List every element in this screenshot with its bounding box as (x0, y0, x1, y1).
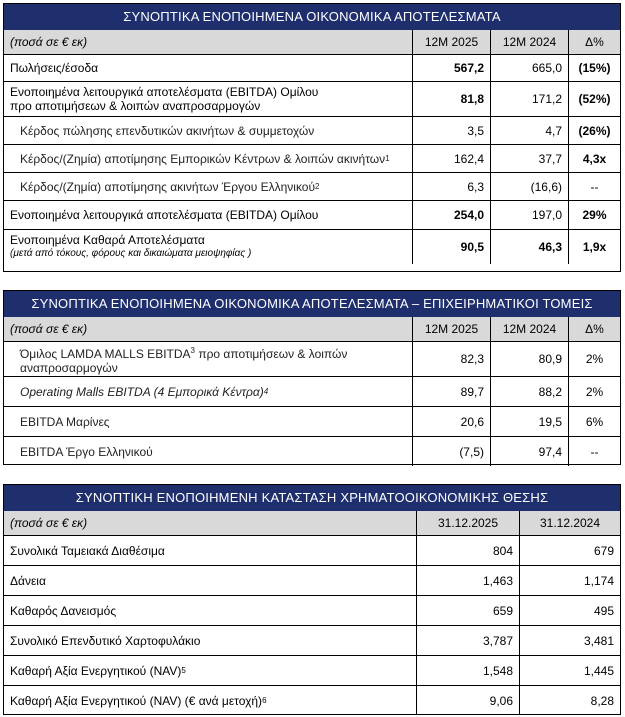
cell-value: (16,6) (490, 173, 568, 200)
cell-change: 6% (568, 407, 620, 436)
footnote-mark: 4 (263, 387, 269, 396)
cell-value: 8,28 (519, 686, 620, 715)
header-col: Δ% (568, 30, 620, 54)
table-row (4, 230, 620, 264)
row-label: Συνολικά Ταμειακά Διαθέσιμα (10, 543, 165, 558)
table-header (4, 317, 620, 342)
cell-value: 37,7 (490, 145, 568, 172)
row-label (4, 377, 412, 406)
header-col: 12M 2024 (490, 317, 568, 341)
footnote-mark: 6 (262, 696, 267, 705)
table-row (4, 342, 620, 377)
row-label (4, 342, 412, 376)
row-label-text: Καθαρή Αξία Ενεργητικού (NAV) (€ ανά μετοχή) (10, 693, 263, 708)
cell-change: -- (568, 437, 620, 466)
row-label-line: Ενοποιημένα λειτουργικά αποτελέσματα (EBITDA) Ομίλου (10, 85, 319, 99)
header-label: (ποσά σε € εκ) (10, 35, 88, 49)
cell-value: 9,06 (416, 686, 519, 715)
cell-change: (26%) (568, 117, 620, 144)
row-label-text: Κέρδος/(Ζημία) αποτίμησης Εμπορικών Κέντρων & λοιπών ακινήτων (20, 151, 386, 166)
table-row (4, 82, 620, 117)
table-row (4, 596, 620, 626)
cell-value: 1,445 (519, 656, 620, 685)
cell-value: 6,3 (412, 173, 490, 200)
cell-value: 804 (416, 536, 519, 565)
cell-change: 2% (568, 342, 620, 376)
header-label: (ποσά σε € εκ) (10, 516, 88, 530)
cell-change: 2% (568, 377, 620, 406)
results-table (3, 3, 621, 272)
cell-change: (15%) (568, 55, 620, 81)
cell-value: 4,7 (490, 117, 568, 144)
cell-change: 1,9x (568, 230, 620, 264)
row-label: EBITDA Μαρίνες (20, 414, 110, 429)
table-title: ΣΥΝΟΠΤΙΚΑ ΕΝΟΠΟΙΗΜΕΝΑ ΟΙΚΟΝΟΜΙΚΑ ΑΠΟΤΕΛΕΣΜΑΤΑ (4, 4, 620, 30)
table-row (4, 173, 620, 201)
cell-value: 1,463 (416, 566, 519, 595)
row-label-text: προ αποτιμήσεων & λοιπών (194, 346, 348, 361)
table-row (4, 686, 620, 715)
table-row (4, 377, 620, 407)
header-col: 31.12.2024 (519, 511, 620, 535)
header-col: Δ% (568, 317, 620, 341)
cell-value: 88,2 (490, 377, 568, 406)
row-label (4, 173, 412, 200)
row-label: Δάνεια (10, 573, 46, 588)
header-col: 31.12.2025 (416, 511, 519, 535)
cell-value: 171,2 (490, 82, 568, 116)
cell-value: 1,548 (416, 656, 519, 685)
cell-value: 80,9 (490, 342, 568, 376)
cell-change: 4,3x (568, 145, 620, 172)
cell-value: (7,5) (412, 437, 490, 466)
cell-value: 1,174 (519, 566, 620, 595)
cell-value: 82,3 (412, 342, 490, 376)
footnote-mark: 5 (181, 666, 186, 675)
row-label-line (20, 344, 347, 361)
cell-change: (52%) (568, 82, 620, 116)
table-header (4, 30, 620, 55)
cell-value: 90,5 (412, 230, 490, 264)
cell-value: 567,2 (412, 55, 490, 81)
financial-position-table (3, 484, 621, 715)
table-title: ΣΥΝΟΠΤΙΚΑ ΕΝΟΠΟΙΗΜΕΝΑ ΟΙΚΟΝΟΜΙΚΑ ΑΠΟΤΕΛΕΣΜΑΤΑ – ΕΠΙΧΕΙΡΗΜΑΤΙΚΟΙ ΤΟΜΕΙΣ (4, 291, 620, 317)
cell-value: 46,3 (490, 230, 568, 264)
cell-value: 3,5 (412, 117, 490, 144)
segments-table (3, 290, 621, 465)
row-label: Πωλήσεις/έσοδα (10, 61, 99, 75)
table-row (4, 55, 620, 82)
table-row (4, 626, 620, 656)
row-label-line: προ αποτιμήσεων & λοιπών αναπροσαρμογών (10, 99, 261, 113)
header-col: 12M 2025 (412, 317, 490, 341)
cell-value: 3,787 (416, 626, 519, 655)
table-row (4, 407, 620, 437)
row-label (4, 656, 416, 685)
row-label (4, 82, 412, 116)
header-label: (ποσά σε € εκ) (10, 322, 88, 336)
table-row (4, 117, 620, 145)
row-label: Καθαρός Δανεισμός (10, 603, 117, 618)
table-row (4, 536, 620, 566)
row-label: Κέρδος πώλησης επενδυτικών ακινήτων & συμμετοχών (20, 123, 315, 138)
cell-value: 495 (519, 596, 620, 625)
cell-value: 97,4 (490, 437, 568, 466)
row-label-text: Όμιλος LAMDA MALLS EBITDA (20, 346, 191, 361)
footnote-mark: 3 (190, 345, 195, 355)
cell-value: 3,481 (519, 626, 620, 655)
cell-change: 29% (568, 201, 620, 229)
table-title: ΣΥΝΟΠΤΙΚΗ ΕΝΟΠΟΙΗΜΕΝΗ ΚΑΤΑΣΤΑΣΗ ΧΡΗΜΑΤΟΟΙΚΟΝΟΜΙΚΗΣ ΘΕΣΗΣ (4, 485, 620, 511)
row-label (4, 145, 412, 172)
cell-value: 89,7 (412, 377, 490, 406)
row-label-text: Operating Malls EBITDA (4 Εμπορικά Κέντρα) (20, 384, 264, 399)
row-label (4, 230, 412, 264)
table-row (4, 145, 620, 173)
table-row (4, 201, 620, 230)
row-label-text: Κέρδος/(Ζημία) αποτίμησης ακινήτων Έργου Ελληνικού (20, 179, 316, 194)
cell-change: -- (568, 173, 620, 200)
row-label-line: αναπροσαρμογών (20, 360, 118, 375)
footnote-mark: 2 (315, 182, 320, 191)
row-label: EBITDA Έργο Ελληνικού (20, 444, 153, 459)
row-label-line: Ενοποιημένα Καθαρά Αποτελέσματα (10, 233, 205, 247)
cell-value: 659 (416, 596, 519, 625)
header-col: 12M 2025 (412, 30, 490, 54)
table-row (4, 437, 620, 466)
row-label: Συνολικό Επενδυτικό Χαρτοφυλάκιο (10, 633, 201, 648)
table-row (4, 656, 620, 686)
row-label-text: Καθαρή Αξία Ενεργητικού (NAV) (10, 663, 182, 678)
header-col: 12M 2024 (490, 30, 568, 54)
cell-value: 197,0 (490, 201, 568, 229)
row-label: Ενοποιημένα λειτουργικά αποτελέσματα (EBITDA) Ομίλου (10, 208, 319, 222)
table-header (4, 511, 620, 536)
cell-value: 679 (519, 536, 620, 565)
cell-value: 162,4 (412, 145, 490, 172)
row-label (4, 686, 416, 715)
cell-value: 20,6 (412, 407, 490, 436)
row-label-note: (μετά από τόκους, φόρους και δικαιώματα μειοψηφίας ) (10, 248, 252, 259)
cell-value: 19,5 (490, 407, 568, 436)
table-row (4, 566, 620, 596)
footnote-mark: 1 (385, 154, 390, 163)
cell-value: 81,8 (412, 82, 490, 116)
cell-value: 254,0 (412, 201, 490, 229)
cell-value: 665,0 (490, 55, 568, 81)
